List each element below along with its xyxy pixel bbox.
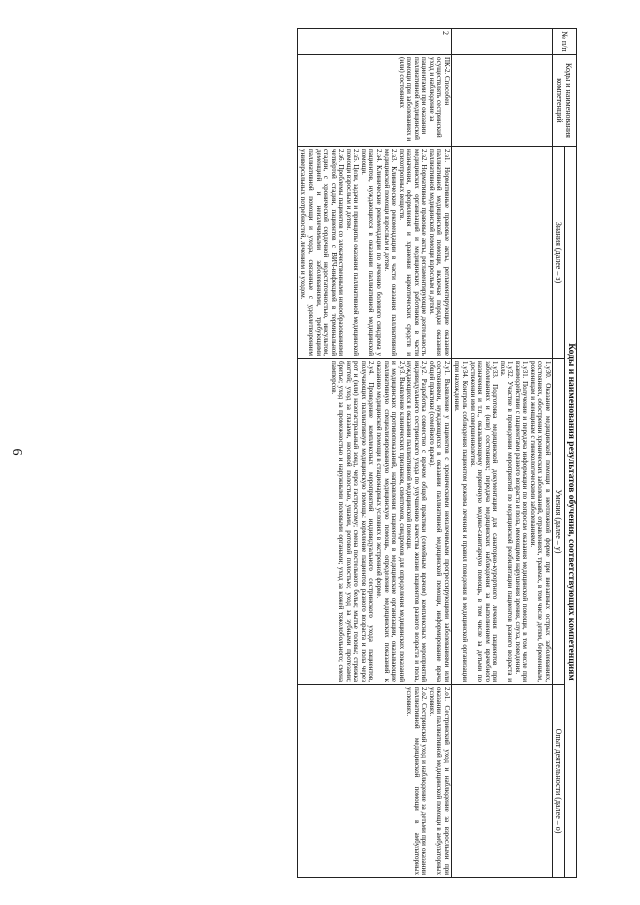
skills-cell	[297, 359, 451, 685]
skill-item: 1.у33. Подготовка медицинской документации для санаторно-курортного лечения пациентов при заболеваниях и (или) состояниях; передача медицинских наблюдения за выполнением врачебного назначения и т.п., оказывающему первичную медико-санитарную помощь, в том числе за детьми по достижении ими совершеннолетия.	[468, 361, 500, 682]
table-subheader-row	[553, 29, 565, 878]
competency-name: ПК-2. Способен осуществлять сестринский уход и наблюдение за пациентами при оказании паллиативной медицинской помощи при заболеваниях и (или) состояниях	[297, 55, 451, 147]
knowledge-item: 2.з5. Цели, задачи и принципы оказания паллиативной медицинской помощи взрослым и детям.	[344, 149, 361, 356]
header-knowledge: Знания (далее – з)	[553, 147, 565, 359]
skill-item: 1.у32. Участие в проведении мероприятий по медицинской реабилитации пациентов разного возраста и пола.	[498, 361, 515, 682]
continuation-skills-cell	[451, 359, 552, 685]
table-header-row	[565, 29, 577, 878]
continuation-row	[451, 29, 552, 878]
knowledge-item: 2.з3. Клинические рекомендации в части оказания паллиативной медицинской помощи взрослым и детям.	[382, 149, 399, 356]
rotated-table-page	[59, 28, 577, 877]
experience-cell	[297, 685, 451, 878]
competency-row-2	[297, 29, 451, 878]
knowledge-item: 2.з1. Нормативные правовые акты, регламентирующие оказание паллиативной медицинской помощи, включая порядки оказания паллиативной медицинской помощи взрослым и детям.	[427, 149, 451, 356]
skill-item: 2.у1. Выявление у пациентов с хроническими неизлечимыми прогрессирующими заболеваниями или состояниями, нуждающихся в оказании паллиативной медицинской помощи, информирование врача общей практики (семейного врача).	[427, 361, 451, 682]
header-results: Коды и наименования результатов обучения, соответствующих компетенциям	[565, 147, 577, 878]
page-number: 6	[9, 448, 24, 456]
skill-item: 1.у34. Контроль соблюдения пациентом режима лечения и правил поведения в медицинской организации при нахождении.	[453, 361, 469, 682]
knowledge-item: 2.з2. Нормативные правовые акты, регламентирующие деятельность медицинских организаций и медицинских работников в части назначения, оформления и хранения наркотических средств и психотропных веществ.	[397, 149, 429, 356]
competency-table	[297, 28, 577, 878]
row-number: 2	[297, 29, 451, 55]
skill-item: 2.у4. Проведение комплексных мероприятий индивидуального сестринского ухода пациентов, получающих паллиативную медицинскую помощь: кормление пациентов разного возраста и пола через рот и (или) назогастральный зонд, через гастростому; смена постельного белья; мытье головы; стрижка ногтей; уход за глазами, носовой полостью, ушами, ротовой полостью; уход за зубными протезами; бритье; уход за промежностью и наружными половыми органами; уход за кожей тяжелобольного; смена памперсов.	[329, 361, 376, 682]
header-num: № п/п	[553, 29, 577, 55]
skill-item: 2.у3. Выявление клинических признаков, симптомов, синдромов для определения медицинских показаний и медицинских противопоказаний, направления пациентов в медицинские организации, оказывающие паллиативную специализированную медицинскую помощь, определение медицинских показаний к оказанию медицинской помощи в стационарных условиях в экстренной форме.	[374, 361, 406, 682]
experience-item: 2.о1. Сестринский уход и наблюдение за взрослыми при оказании паллиативной медицинской помощи в амбулаторных условиях.	[427, 687, 451, 876]
knowledge-cell	[297, 147, 451, 359]
knowledge-item: 2.з4. Клинические рекомендации по лечению болевого синдрома у пациентов, нуждающихся в оказании паллиативной медицинской помощи.	[359, 149, 383, 356]
header-codes: Коды и наименования компетенций	[553, 55, 577, 147]
knowledge-item: 2.з6. Проблемы пациентов со злокачественными новообразованиями четвёртой стадии, пациентов с ВИЧ-инфекцией в терминальной стадии, с хронической сердечной недостаточностью, инсультом, деменцией и неизлечимыми заболеваниями, требующими паллиативной помощи и ухода, связанные с удовлетворением универсальных потребностей, лечением и уходом.	[299, 149, 346, 356]
experience-item: 2.о2. Сестринский уход и наблюдение за детьми при оказании паллиативной медицинской помощи в амбулаторных условиях.	[405, 687, 429, 876]
header-skills: Умения (далее – у)	[553, 359, 565, 685]
header-experience: Опыт деятельности (далее – о)	[553, 685, 565, 878]
skill-item: 1.у31. Получение и передача информации по вопросам оказания медицинской помощи, в том числе при взаимодействии с пациентами разного возраста и пола, имеющими нарушения зрения, слуха, поведения.	[513, 361, 530, 682]
skill-item: 1.у30. Оказание медицинской помощи в неотложной форме при внезапных острых заболеваниях, состояниях, обострении хронических заболеваний, отравлениях, травмах, в том числе детям, беременным, роженицам и женщинам с гинекологическими заболеваниями.	[528, 361, 552, 682]
skill-item: 2.у2. Разработка совместно с врачом общей практики (семейным врачом) комплексных мероприятий индивидуального сестринского ухода по улучшению качества жизни пациентов разного возраста и пола, нуждающихся в оказании паллиативной медицинской помощи.	[405, 361, 429, 682]
